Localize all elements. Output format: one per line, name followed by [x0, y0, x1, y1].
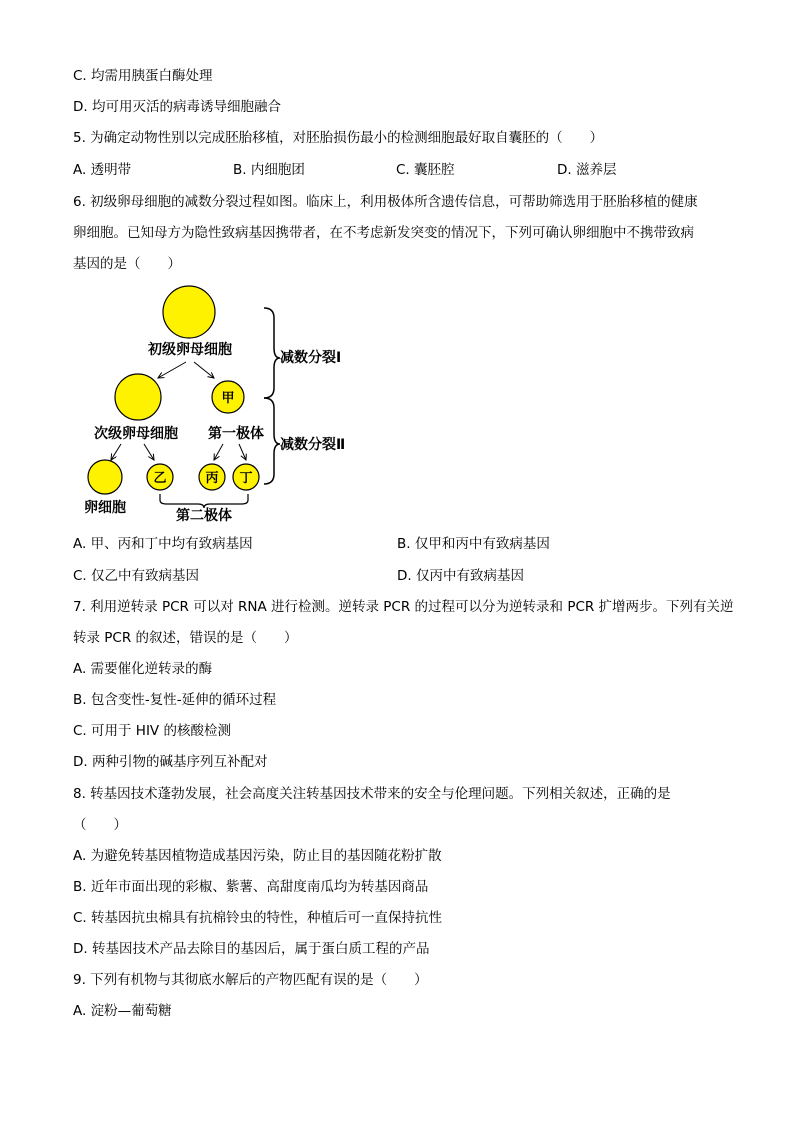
q9-stem: 9. 下列有机物与其彻底水解后的产物匹配有误的是（ ） [73, 972, 428, 988]
q6-stem-line3: 基因的是（ ） [73, 256, 181, 272]
meiosis-2-label: 减数分裂Ⅱ [280, 437, 346, 453]
q7-stem-line1: 7. 利用逆转录 PCR 可以对 RNA 进行检测。逆转录 PCR 的过程可以分为逆转录和 PCR 扩增两步。下列有关逆 [73, 599, 734, 615]
secondary-oocyte-cell [115, 374, 161, 420]
q7-option-b: B. 包含变性-复性-延伸的循环过程 [73, 692, 277, 708]
q6-stem-line1: 6. 初级卵母细胞的减数分裂过程如图。临床上，利用极体所含遗传信息，可帮助筛选用于胚胎移植的健康 [73, 194, 698, 210]
q8-option-d: D. 转基因技术产品去除目的基因后，属于蛋白质工程的产品 [73, 941, 430, 957]
meiosis-diagram [76, 282, 376, 522]
egg-cell [88, 460, 122, 494]
jia-label: 甲 [221, 391, 235, 406]
q7-stem-line2: 转录 PCR 的叙述，错误的是（ ） [73, 630, 298, 646]
q4-option-d: D. 均可用灭活的病毒诱导细胞融合 [73, 99, 281, 115]
q8-option-b: B. 近年市面出现的彩椒、紫薯、高甜度南瓜均为转基因商品 [73, 879, 429, 895]
bing-label: 丙 [205, 471, 219, 486]
q8-option-a: A. 为避免转基因植物造成基因污染，防止目的基因随花粉扩散 [73, 848, 442, 864]
q5-stem: 5. 为确定动物性别以完成胚胎移植，对胚胎损伤最小的检测细胞最好取自囊胚的（ ） [73, 130, 604, 146]
q4-option-c: C. 均需用胰蛋白酶处理 [73, 68, 213, 84]
q7-option-d: D. 两种引物的碱基序列互补配对 [73, 754, 268, 770]
q6-option-b: B. 仅甲和丙中有致病基因 [397, 536, 550, 552]
first-polar-body-label: 第一极体 [208, 426, 264, 442]
q7-option-c: C. 可用于 HIV 的核酸检测 [73, 723, 231, 739]
q8-stem-line1: 8. 转基因技术蓬勃发展，社会高度关注转基因技术带来的安全与伦理问题。下列相关叙述，正确的是 [73, 786, 671, 802]
q5-option-b: B. 内细胞团 [233, 162, 305, 178]
q6-option-a: A. 甲、丙和丁中均有致病基因 [73, 536, 253, 552]
q8-stem-line2: （ ） [73, 817, 127, 833]
q6-stem-line2: 卵细胞。已知母方为隐性致病基因携带者，在不考虑新发突变的情况下，下列可确认卵细胞中不携带致病 [73, 225, 694, 241]
primary-oocyte-cell [163, 286, 215, 338]
egg-label: 卵细胞 [84, 500, 126, 516]
meiosis-1-label: 减数分裂Ⅰ [280, 350, 342, 366]
primary-oocyte-label: 初级卵母细胞 [148, 342, 232, 358]
second-polar-body-label: 第二极体 [176, 508, 232, 522]
q7-option-a: A. 需要催化逆转录的酶 [73, 661, 213, 677]
yi-label: 乙 [153, 471, 167, 486]
q6-option-c: C. 仅乙中有致病基因 [73, 568, 200, 584]
q5-option-c: C. 囊胚腔 [396, 162, 455, 178]
q5-option-a: A. 透明带 [73, 162, 132, 178]
q8-option-c: C. 转基因抗虫棉具有抗棉铃虫的特性，种植后可一直保持抗性 [73, 910, 443, 926]
q5-option-d: D. 滋养层 [557, 162, 617, 178]
q9-option-a: A. 淀粉—葡萄糖 [73, 1003, 172, 1019]
q6-option-d: D. 仅丙中有致病基因 [397, 568, 524, 584]
secondary-oocyte-label: 次级卵母细胞 [94, 426, 178, 442]
ding-label: 丁 [239, 471, 253, 486]
